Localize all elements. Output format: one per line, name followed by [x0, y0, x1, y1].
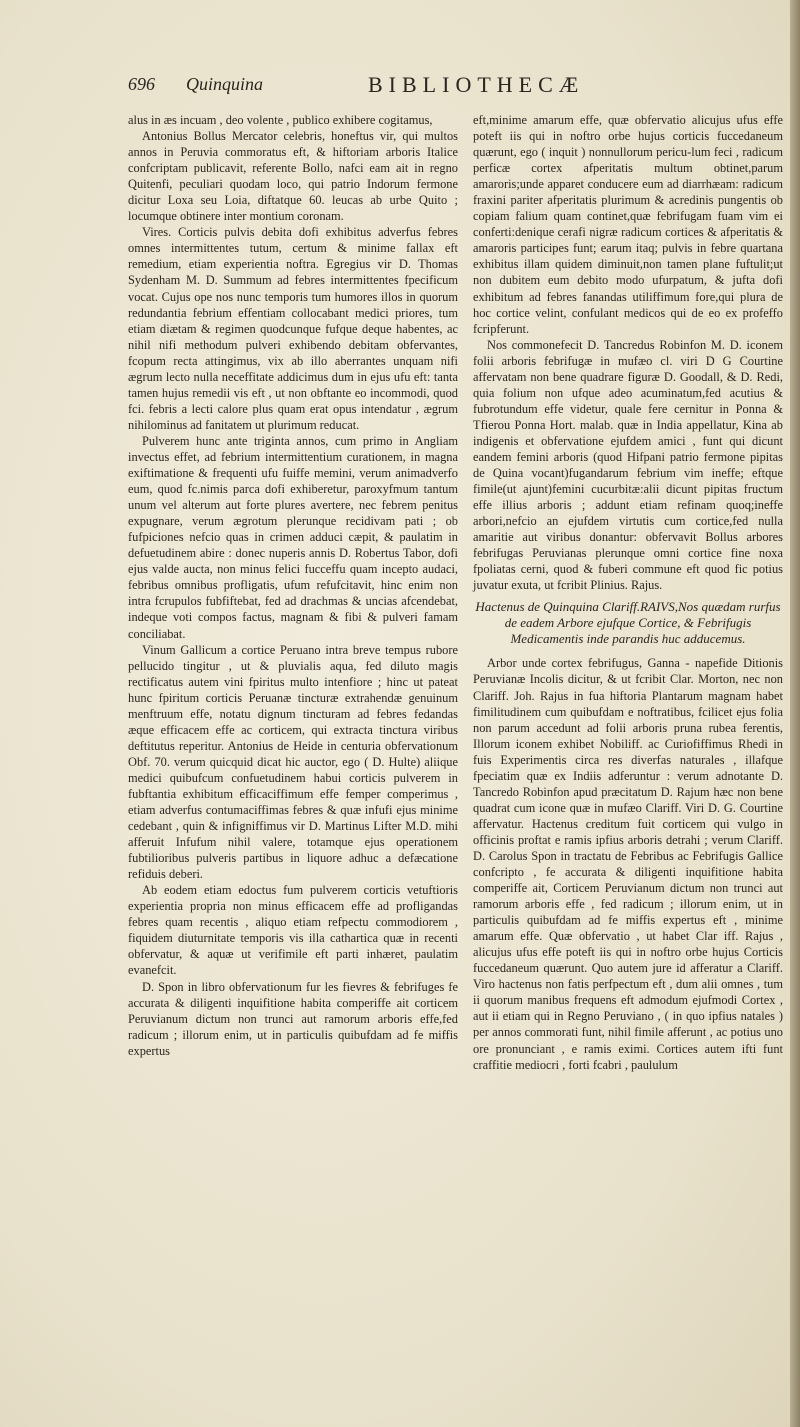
paragraph: Ab eodem etiam edoctus fum pulverem corticis vetuftioris experientia propria non minus efficacem effe ad profligandas febres quam recentis , aliquo etiam refpectu commodiorem , fiquidem diuturnitate temporis vis illa cathartica quæ in recenti obfervatur, & aquæ ut verifimile eft parti inhæret, paulatim evanefcit.	[128, 883, 458, 978]
section-title: BIBLIOTHECÆ	[368, 72, 585, 97]
page-number: 696	[128, 74, 155, 94]
paragraph: Pulverem hunc ante triginta annos, cum primo in Angliam invectus effet, ad febrium intermittentium curationem, in magna exiftimatione & frequenti ufu fuiffe memini, verum animadverfo eum, quod fc.nimis parca dofi exhiberetur, paroxyfmum tantum unum vel alterum aut forte plures avertere, nec febrem penitus expugnare, verum ægrotum plerunque recidivam pati ; ob fufpiciones nefcio quas in crimen adduci cæpit, & paulatim in defuetudinem abire : donec nuperis annis D. Robertus Tabor, dofi ejus valde aucta, non minus felici fucceffu quam incepto audaci, febribus omnibus profligatis, ufum refufcitavit, hinc enim non intra fcrupulos fubfiftebat, fed ad drachmas & uncias afcendebat, indeque voti compos factus, magnam & fibi & pulveri famam conciliabat.	[128, 433, 458, 641]
page-edge-shadow	[790, 0, 800, 1427]
right-column	[473, 112, 783, 1073]
paragraph: Arbor unde cortex febrifugus, Ganna - napefide Ditionis Peruvianæ Incolis dicitur, & ut fcribit Clar. Morton, nec non Clariff. Joh. Rajus in fua hiftoria Plantarum magnam habet fimilitudinem cum quibufdam e noftratibus, fcilicet ejus folia non parum accedunt ad folii arboris pruna rubea ferentis, Illorum iconem exhibet Nobiliff. ac Curiofiffimus Rhedi in fuis Experimentis circa res diverfas naturales , illafque fpeciatim quæ ex Indiis adferuntur : verum adnotante D. Tancredo Robinfon apud præcitatum D. Rajum hæc non bene quadrat cum icone quæ in mufæo Clariff. Viri D. G. Courtine affervatur. Hactenus creditum fuit corticem qui vulgo in officinis proftat e ramis ipfius arboris detrahi ; verum Clariff. D. Carolus Spon in tractatu de Febribus ac Febrifugis Gallice confcripto , fe accurata & diligenti inquifitione habita comperiffe ait, Corticem Peruvianum dictum non trunci aut ramorum arboris effe , fed radicum ; illorum enim, ut in particulis quibufdam ad fe miffis expertus eft , minime amarum effe. Quæ obfervatio , ut habet Clar iff. Rajus , alicujus ufus effe poteft iis qui in noftro orbe hujus Corticis fuccedaneum quærunt. Quo autem jure id afferatur a Clariff. Viro hactenus non fatis perfpectum eft , dum alii omnes , tum ii quorum manibus frequens eft admodum ejufmodi Cortex , aut ii etiam qui in Regno Peruviano , ( in quo ipfius natales ) per annos commorati funt, nihil fimile afferunt , ac potius uno ore pronunciant , e ramis eximi. Cortices autem ifti funt craffitie mediocri , forti fcabri , paululum	[473, 656, 783, 1072]
paragraph: D. Spon in libro obfervationum fur les fievres & febrifuges fe accurata & diligenti inquifitione habita comperiffe ait corticem Peruvianum dictum non trunci aut ramorum arboris effe,fed radicum ; illorum enim, ut in particulis quibufdam ad fe miffis expertus	[128, 979, 458, 1058]
paragraph: eft,minime amarum effe, quæ obfervatio alicujus ufus effe poteft iis qui in noftro orbe hujus corticis fuccedaneum quærunt, ego ( inquit ) nonnullorum pericu-lum feci , radicum perficæ cortex afperitatis multum obtinet,parum amaroris;unde apparet conducere eum ad diarrhæam: radicum fraxini pariter afperitatis plurimum & acredinis pungentis ob copiam falium quam continet,quæ febrifugam fuam vim ei conferti:denique cerafi nigræ radicum cortices & afperitatis & amaroris participes funt; earum itaq; pulvis in febre quartana exhibitus illam quidem diminuit,non tamen plane fuftulit;ut non dubitem eum debito modo ufurpatum, & jufta dofi exhibitum ad febres fanandas utiliffimum fore,qui plura de hoc cortice velint, confulant medicos qui de eo ex profeffo fcripferunt.	[473, 113, 783, 336]
paragraph: Antonius Bollus Mercator celebris, honeftus vir, qui multos annos in Peruvia commoratus eft, & hiftoriam arboris Italice confcriptam publicavit, referente Bollo, nafci eam ait in regno Quitenfi, peculiari quodam loco, qui patrio Indorum fermone dicitur Loxa seu Loia, diftatque 60. leucas ab urbe Quito ; locumque obtinere inter montium coronam.	[128, 129, 458, 224]
running-title: Quinquina	[186, 74, 264, 94]
section-heading: Hactenus de Quinquina Clariff.RAIVS,Nos quædam rurfus de eadem Arbore ejufque Cortice, & Febrifugis Medicamentis inde parandis huc adducemus.	[475, 599, 781, 647]
paragraph: Vinum Gallicum a cortice Peruano intra breve tempus rubore pellucido tingitur , ut & pluvialis aqua, fed diluto magis rectificatus autem vini fpiritus multo intenfiore ; hinc ut pateat hunc fpiritum corticis Peruanæ tincturæ extrahendæ genuinum menftruum effe, notatu dignum tincturam ad febres fedandas æque efficacem effe ac corticem, qui extracta tinctura viribus deftitutus reperitur. Antonius de Heide in centuria obfervationum Obf. 70. verum quicquid dicat hic auctor, ego ( D. Hulte) aliique medici quibufcum confuetudinem habui corticis pulverem in fubftantia exhibitum efficaciffimum effe femper comperimus , etiam adverfus contumaciffimas febres & quæ infufi ejus minime cedebant , quin & infigniffimus vir D. Martinus Lifter M.D. mihi afferuit Infufum nihil valere, totamque ejus operationem fubtilioribus pulveris partibus in liquore adhuc a defæcatione refiduis deberi.	[128, 642, 458, 882]
page-header	[128, 72, 778, 100]
left-column	[128, 112, 458, 1059]
paragraph: Vires. Corticis pulvis debita dofi exhibitus adverfus febres omnes intermittentes tutum, certum & minime fallax eft remedium, etiam experientia noftra. Egregius vir D. Thomas Sydenham M. D. Summum ad febres intermittentes fpecificum vocat. Cujus ope nos nunc temporis tum humores illos in quorum redundantia febrium effentiam collocabant medici priores, tum etiam diætam & regimen quodcunque fufque deque habentes, ac nihil nifi methodum pulveri exhibendo debitam obfervantes, fcopum recta attingimus, vix ab illo aberrantes unquam nifi ægrum lecto nulla neceffitate addicimus dum in ejus ufu eft: tanta tamen hujus remedii vis eft , ut non obftante eo incommodi, quod fci. febris a lecti calore plus quam erat opus intendatur , ægrum nihilominus ad fanitatem ut plurimum reducat.	[128, 225, 458, 432]
paragraph: Nos commonefecit D. Tancredus Robinfon M. D. iconem folii arboris febrifugæ in mufæo cl. viri D G Courtine affervatam non bene quadrare figuræ D. Goodall, & D. Redi, quia folium non ufque adeo acuminatum,fed acutius & fubrotundum effe videtur, quale fere cernitur in Ponna & Tfierou Ponna Hort. malab. quæ in India appellatur, Kina ab indigenis et obfervatione ejufdem amici , funt qui dicunt eandem femini arboris (quod Hifpani patrio fermone pipitas de Quina vocant)fugandarum febrium vim ineffe; eftque fimile(ut ajunt)femini cucurbitæ:alii dicunt pipitas fructum effe illius arboris ; addunt etiam refinam quoq;ineffe arbori,nefcio an ejufdem virtutis cum cortice,fed nulla amaritie aut viribus donantur: obfervavit Bollus arbores febrifugas Peruvianas plerunque omni cortice fine noxa fpoliatas cerni, quod & fuberi commune eft quod fic potius juvatur exuta, ut fcribit Plinius. Rajus.	[473, 337, 783, 593]
paragraph: alus in æs incuam , deo volente , publico exhibere cogitamus,	[128, 113, 433, 127]
